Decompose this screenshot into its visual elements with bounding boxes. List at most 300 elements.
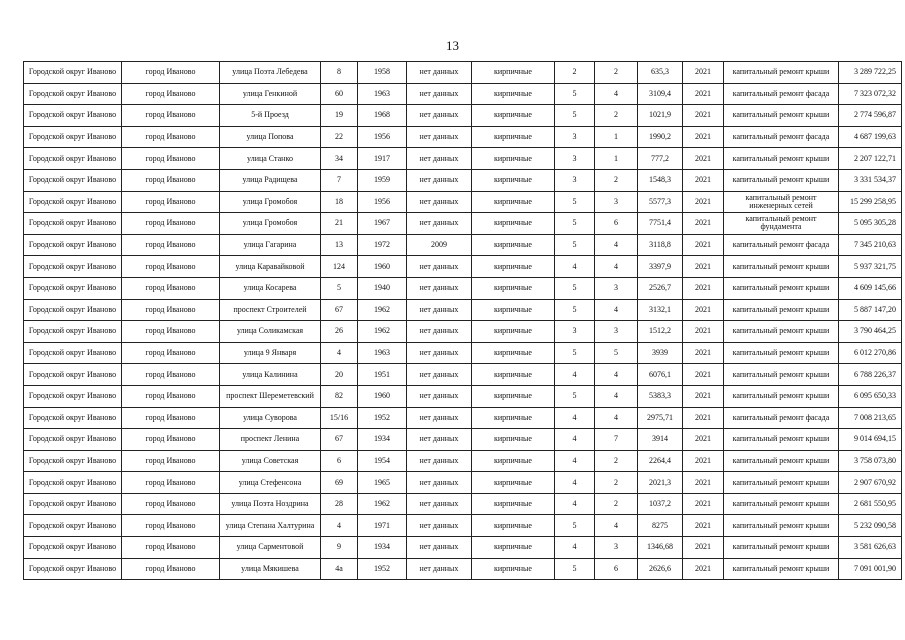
cell-municipality: Городской округ Иваново	[24, 62, 122, 84]
cell-year-built: 1965	[358, 472, 407, 494]
cell-year-built: 1934	[358, 537, 407, 559]
cell-wall-material: кирпичные	[472, 191, 555, 213]
cell-municipality: Городской округ Иваново	[24, 213, 122, 235]
cell-repair-cost: 15 299 258,95	[839, 191, 902, 213]
cell-entrances: 4	[595, 83, 638, 105]
cell-year-overhaul: нет данных	[407, 493, 472, 515]
cell-area: 1548,3	[638, 169, 683, 191]
cell-repair-cost: 2 774 596,87	[839, 105, 902, 127]
cell-year-built: 1952	[358, 558, 407, 580]
cell-repair-type: капитальный ремонт крыши	[724, 342, 839, 364]
cell-entrances: 6	[595, 213, 638, 235]
table-row	[24, 83, 902, 105]
cell-repair-cost: 3 758 073,80	[839, 450, 902, 472]
cell-repair-type: капитальный ремонт фундамента	[724, 213, 839, 235]
cell-floors: 5	[555, 234, 595, 256]
cell-year-overhaul: нет данных	[407, 558, 472, 580]
cell-repair-year: 2021	[683, 472, 724, 494]
cell-repair-cost: 6 788 226,37	[839, 364, 902, 386]
table-row	[24, 493, 902, 515]
cell-repair-year: 2021	[683, 537, 724, 559]
cell-area: 3939	[638, 342, 683, 364]
cell-entrances: 3	[595, 191, 638, 213]
cell-floors: 5	[555, 105, 595, 127]
cell-floors: 4	[555, 256, 595, 278]
cell-year-built: 1958	[358, 62, 407, 84]
cell-house-number: 19	[321, 105, 358, 127]
cell-repair-year: 2021	[683, 277, 724, 299]
cell-area: 6076,1	[638, 364, 683, 386]
cell-house-number: 4	[321, 342, 358, 364]
cell-area: 8275	[638, 515, 683, 537]
cell-wall-material: кирпичные	[472, 213, 555, 235]
cell-repair-type: капитальный ремонт крыши	[724, 256, 839, 278]
cell-year-built: 1960	[358, 385, 407, 407]
cell-floors: 4	[555, 429, 595, 451]
cell-municipality: Городской округ Иваново	[24, 429, 122, 451]
cell-street: улица Громобоя	[220, 191, 321, 213]
cell-house-number: 124	[321, 256, 358, 278]
cell-floors: 5	[555, 342, 595, 364]
cell-street: улица Гагарина	[220, 234, 321, 256]
cell-repair-year: 2021	[683, 83, 724, 105]
cell-year-built: 1956	[358, 191, 407, 213]
cell-year-built: 1952	[358, 407, 407, 429]
cell-repair-cost: 5 937 321,75	[839, 256, 902, 278]
cell-settlement: город Иваново	[122, 407, 220, 429]
cell-settlement: город Иваново	[122, 558, 220, 580]
cell-repair-cost: 9 014 694,15	[839, 429, 902, 451]
cell-repair-cost: 5 887 147,20	[839, 299, 902, 321]
cell-year-overhaul: нет данных	[407, 62, 472, 84]
cell-street: улица Соликамская	[220, 321, 321, 343]
cell-floors: 5	[555, 277, 595, 299]
cell-settlement: город Иваново	[122, 105, 220, 127]
cell-repair-year: 2021	[683, 342, 724, 364]
cell-wall-material: кирпичные	[472, 277, 555, 299]
table-row	[24, 277, 902, 299]
cell-repair-year: 2021	[683, 148, 724, 170]
cell-repair-type: капитальный ремонт крыши	[724, 277, 839, 299]
table-row	[24, 191, 902, 213]
cell-area: 3397,9	[638, 256, 683, 278]
cell-house-number: 7	[321, 169, 358, 191]
cell-area: 2264,4	[638, 450, 683, 472]
cell-repair-cost: 2 681 550,95	[839, 493, 902, 515]
cell-municipality: Городской округ Иваново	[24, 364, 122, 386]
cell-year-overhaul: нет данных	[407, 105, 472, 127]
cell-wall-material: кирпичные	[472, 148, 555, 170]
cell-settlement: город Иваново	[122, 450, 220, 472]
cell-wall-material: кирпичные	[472, 558, 555, 580]
cell-street: улица Косарева	[220, 277, 321, 299]
cell-repair-year: 2021	[683, 558, 724, 580]
cell-street: проспект Шереметевский	[220, 385, 321, 407]
cell-municipality: Городской округ Иваново	[24, 493, 122, 515]
table-row	[24, 169, 902, 191]
cell-entrances: 4	[595, 364, 638, 386]
cell-entrances: 3	[595, 277, 638, 299]
cell-year-built: 1956	[358, 126, 407, 148]
cell-repair-year: 2021	[683, 234, 724, 256]
cell-floors: 5	[555, 299, 595, 321]
cell-repair-type: капитальный ремонт крыши	[724, 493, 839, 515]
cell-year-overhaul: нет данных	[407, 256, 472, 278]
cell-repair-cost: 5 095 305,28	[839, 213, 902, 235]
cell-floors: 3	[555, 126, 595, 148]
cell-year-built: 1940	[358, 277, 407, 299]
cell-floors: 3	[555, 321, 595, 343]
cell-year-overhaul: нет данных	[407, 277, 472, 299]
cell-house-number: 67	[321, 429, 358, 451]
cell-floors: 4	[555, 472, 595, 494]
cell-wall-material: кирпичные	[472, 169, 555, 191]
cell-municipality: Городской округ Иваново	[24, 105, 122, 127]
cell-floors: 3	[555, 169, 595, 191]
cell-street: улица Мякишева	[220, 558, 321, 580]
cell-street: 5-й Проезд	[220, 105, 321, 127]
cell-municipality: Городской округ Иваново	[24, 472, 122, 494]
cell-street: улица Каравайковой	[220, 256, 321, 278]
cell-house-number: 26	[321, 321, 358, 343]
cell-settlement: город Иваново	[122, 213, 220, 235]
cell-municipality: Городской округ Иваново	[24, 299, 122, 321]
cell-repair-year: 2021	[683, 126, 724, 148]
cell-repair-type: капитальный ремонт крыши	[724, 472, 839, 494]
cell-wall-material: кирпичные	[472, 450, 555, 472]
cell-repair-type: капитальный ремонт крыши	[724, 450, 839, 472]
table-row	[24, 234, 902, 256]
cell-year-overhaul: нет данных	[407, 515, 472, 537]
cell-house-number: 28	[321, 493, 358, 515]
cell-house-number: 69	[321, 472, 358, 494]
cell-street: улица Степана Халтурина	[220, 515, 321, 537]
cell-settlement: город Иваново	[122, 364, 220, 386]
cell-settlement: город Иваново	[122, 148, 220, 170]
cell-year-built: 1951	[358, 364, 407, 386]
table-row	[24, 62, 902, 84]
cell-entrances: 7	[595, 429, 638, 451]
cell-repair-year: 2021	[683, 105, 724, 127]
cell-repair-year: 2021	[683, 364, 724, 386]
cell-floors: 4	[555, 493, 595, 515]
cell-area: 1512,2	[638, 321, 683, 343]
cell-wall-material: кирпичные	[472, 515, 555, 537]
cell-year-overhaul: нет данных	[407, 83, 472, 105]
cell-house-number: 5	[321, 277, 358, 299]
cell-repair-year: 2021	[683, 429, 724, 451]
cell-entrances: 1	[595, 148, 638, 170]
cell-year-built: 1917	[358, 148, 407, 170]
cell-municipality: Городской округ Иваново	[24, 321, 122, 343]
cell-repair-cost: 6 012 270,86	[839, 342, 902, 364]
cell-house-number: 20	[321, 364, 358, 386]
table-row	[24, 105, 902, 127]
cell-street: улица Поэта Лебедева	[220, 62, 321, 84]
cell-year-built: 1972	[358, 234, 407, 256]
cell-house-number: 18	[321, 191, 358, 213]
cell-area: 3118,8	[638, 234, 683, 256]
cell-wall-material: кирпичные	[472, 364, 555, 386]
cell-settlement: город Иваново	[122, 342, 220, 364]
cell-repair-cost: 7 008 213,65	[839, 407, 902, 429]
cell-settlement: город Иваново	[122, 299, 220, 321]
cell-year-overhaul: нет данных	[407, 472, 472, 494]
cell-settlement: город Иваново	[122, 169, 220, 191]
table-row	[24, 472, 902, 494]
table-row	[24, 148, 902, 170]
cell-year-overhaul: нет данных	[407, 213, 472, 235]
cell-repair-type: капитальный ремонт крыши	[724, 364, 839, 386]
cell-street: улица Сарментовой	[220, 537, 321, 559]
cell-year-built: 1934	[358, 429, 407, 451]
cell-wall-material: кирпичные	[472, 234, 555, 256]
cell-street: улица Советская	[220, 450, 321, 472]
cell-wall-material: кирпичные	[472, 342, 555, 364]
cell-repair-cost: 4 687 199,63	[839, 126, 902, 148]
cell-repair-type: капитальный ремонт крыши	[724, 515, 839, 537]
cell-municipality: Городской округ Иваново	[24, 515, 122, 537]
cell-municipality: Городской округ Иваново	[24, 83, 122, 105]
cell-floors: 5	[555, 83, 595, 105]
cell-house-number: 9	[321, 537, 358, 559]
cell-street: улица Станко	[220, 148, 321, 170]
cell-year-overhaul: нет данных	[407, 537, 472, 559]
cell-area: 777,2	[638, 148, 683, 170]
cell-repair-type: капитальный ремонт крыши	[724, 558, 839, 580]
cell-repair-type: капитальный ремонт крыши	[724, 321, 839, 343]
cell-year-overhaul: нет данных	[407, 169, 472, 191]
cell-entrances: 5	[595, 342, 638, 364]
cell-year-overhaul: нет данных	[407, 342, 472, 364]
cell-repair-year: 2021	[683, 256, 724, 278]
cell-area: 2526,7	[638, 277, 683, 299]
table-row	[24, 450, 902, 472]
cell-street: улица Радищева	[220, 169, 321, 191]
cell-year-overhaul: 2009	[407, 234, 472, 256]
cell-year-overhaul: нет данных	[407, 148, 472, 170]
cell-year-built: 1960	[358, 256, 407, 278]
cell-repair-type: капитальный ремонт фасада	[724, 126, 839, 148]
page-number: 13	[446, 38, 459, 53]
cell-year-overhaul: нет данных	[407, 364, 472, 386]
cell-settlement: город Иваново	[122, 493, 220, 515]
cell-municipality: Городской округ Иваново	[24, 450, 122, 472]
cell-repair-cost: 6 095 650,33	[839, 385, 902, 407]
cell-repair-cost: 3 790 464,25	[839, 321, 902, 343]
cell-area: 3914	[638, 429, 683, 451]
cell-floors: 2	[555, 62, 595, 84]
cell-repair-year: 2021	[683, 321, 724, 343]
cell-repair-year: 2021	[683, 191, 724, 213]
cell-repair-type: капитальный ремонт фасада	[724, 407, 839, 429]
cell-entrances: 3	[595, 537, 638, 559]
cell-entrances: 4	[595, 234, 638, 256]
table-row	[24, 299, 902, 321]
cell-floors: 3	[555, 148, 595, 170]
cell-street: улица Стефенсона	[220, 472, 321, 494]
cell-repair-cost: 7 091 001,90	[839, 558, 902, 580]
cell-settlement: город Иваново	[122, 385, 220, 407]
cell-house-number: 82	[321, 385, 358, 407]
cell-area: 2975,71	[638, 407, 683, 429]
cell-entrances: 2	[595, 472, 638, 494]
cell-entrances: 4	[595, 407, 638, 429]
cell-floors: 5	[555, 213, 595, 235]
cell-year-built: 1963	[358, 83, 407, 105]
cell-house-number: 6	[321, 450, 358, 472]
cell-settlement: город Иваново	[122, 83, 220, 105]
cell-year-overhaul: нет данных	[407, 407, 472, 429]
cell-year-built: 1962	[358, 493, 407, 515]
cell-floors: 5	[555, 558, 595, 580]
cell-repair-year: 2021	[683, 385, 724, 407]
cell-entrances: 4	[595, 515, 638, 537]
cell-repair-type: капитальный ремонт крыши	[724, 62, 839, 84]
cell-year-built: 1963	[358, 342, 407, 364]
cell-area: 3132,1	[638, 299, 683, 321]
cell-municipality: Городской округ Иваново	[24, 256, 122, 278]
cell-street: проспект Ленина	[220, 429, 321, 451]
cell-repair-cost: 7 345 210,63	[839, 234, 902, 256]
cell-repair-type: капитальный ремонт крыши	[724, 385, 839, 407]
cell-repair-type: капитальный ремонт крыши	[724, 429, 839, 451]
cell-wall-material: кирпичные	[472, 429, 555, 451]
cell-entrances: 2	[595, 169, 638, 191]
cell-repair-type: капитальный ремонт фасада	[724, 234, 839, 256]
cell-house-number: 34	[321, 148, 358, 170]
cell-settlement: город Иваново	[122, 256, 220, 278]
cell-repair-type: капитальный ремонт крыши	[724, 299, 839, 321]
cell-entrances: 4	[595, 385, 638, 407]
cell-repair-cost: 3 289 722,25	[839, 62, 902, 84]
cell-repair-type: капитальный ремонт крыши	[724, 169, 839, 191]
table-row	[24, 321, 902, 343]
cell-floors: 5	[555, 191, 595, 213]
cell-repair-cost: 5 232 090,58	[839, 515, 902, 537]
cell-street: улица Громобоя	[220, 213, 321, 235]
cell-repair-year: 2021	[683, 299, 724, 321]
cell-area: 2626,6	[638, 558, 683, 580]
cell-year-overhaul: нет данных	[407, 191, 472, 213]
cell-entrances: 2	[595, 62, 638, 84]
cell-year-overhaul: нет данных	[407, 450, 472, 472]
cell-wall-material: кирпичные	[472, 126, 555, 148]
cell-settlement: город Иваново	[122, 429, 220, 451]
cell-floors: 4	[555, 537, 595, 559]
cell-repair-cost: 7 323 072,32	[839, 83, 902, 105]
table-row	[24, 407, 902, 429]
cell-repair-cost: 2 907 670,92	[839, 472, 902, 494]
cell-repair-year: 2021	[683, 515, 724, 537]
cell-entrances: 2	[595, 105, 638, 127]
cell-street: улица 9 Января	[220, 342, 321, 364]
cell-repair-type: капитальный ремонт инженерных сетей	[724, 191, 839, 213]
cell-repair-type: капитальный ремонт крыши	[724, 148, 839, 170]
cell-repair-type: капитальный ремонт фасада	[724, 83, 839, 105]
cell-settlement: город Иваново	[122, 472, 220, 494]
cell-municipality: Городской округ Иваново	[24, 537, 122, 559]
table-row	[24, 213, 902, 235]
cell-wall-material: кирпичные	[472, 321, 555, 343]
cell-municipality: Городской округ Иваново	[24, 148, 122, 170]
cell-year-overhaul: нет данных	[407, 385, 472, 407]
cell-municipality: Городской округ Иваново	[24, 558, 122, 580]
cell-street: улица Попова	[220, 126, 321, 148]
cell-settlement: город Иваново	[122, 321, 220, 343]
cell-municipality: Городской округ Иваново	[24, 191, 122, 213]
cell-repair-cost: 3 331 534,37	[839, 169, 902, 191]
cell-year-built: 1968	[358, 105, 407, 127]
cell-area: 7751,4	[638, 213, 683, 235]
cell-floors: 4	[555, 407, 595, 429]
cell-settlement: город Иваново	[122, 234, 220, 256]
cell-year-built: 1962	[358, 299, 407, 321]
cell-repair-year: 2021	[683, 407, 724, 429]
cell-house-number: 22	[321, 126, 358, 148]
cell-repair-type: капитальный ремонт крыши	[724, 105, 839, 127]
cell-entrances: 1	[595, 126, 638, 148]
cell-year-built: 1967	[358, 213, 407, 235]
cell-area: 1990,2	[638, 126, 683, 148]
cell-municipality: Городской округ Иваново	[24, 169, 122, 191]
housing-repair-table	[23, 61, 902, 580]
cell-settlement: город Иваново	[122, 126, 220, 148]
cell-settlement: город Иваново	[122, 62, 220, 84]
cell-street: улица Суворова	[220, 407, 321, 429]
table-row	[24, 126, 902, 148]
cell-year-built: 1962	[358, 321, 407, 343]
cell-settlement: город Иваново	[122, 277, 220, 299]
cell-wall-material: кирпичные	[472, 256, 555, 278]
cell-settlement: город Иваново	[122, 191, 220, 213]
cell-floors: 4	[555, 364, 595, 386]
cell-street: улица Калинина	[220, 364, 321, 386]
cell-repair-year: 2021	[683, 169, 724, 191]
table-row	[24, 429, 902, 451]
cell-settlement: город Иваново	[122, 515, 220, 537]
cell-repair-type: капитальный ремонт крыши	[724, 537, 839, 559]
cell-floors: 5	[555, 515, 595, 537]
cell-house-number: 13	[321, 234, 358, 256]
cell-entrances: 3	[595, 321, 638, 343]
cell-municipality: Городской округ Иваново	[24, 385, 122, 407]
table-row	[24, 515, 902, 537]
cell-repair-year: 2021	[683, 493, 724, 515]
table-row	[24, 558, 902, 580]
cell-street: проспект Строителей	[220, 299, 321, 321]
cell-repair-year: 2021	[683, 62, 724, 84]
cell-entrances: 4	[595, 299, 638, 321]
cell-municipality: Городской округ Иваново	[24, 126, 122, 148]
cell-municipality: Городской округ Иваново	[24, 407, 122, 429]
cell-year-built: 1959	[358, 169, 407, 191]
cell-year-overhaul: нет данных	[407, 321, 472, 343]
cell-municipality: Городской округ Иваново	[24, 234, 122, 256]
cell-repair-year: 2021	[683, 213, 724, 235]
cell-wall-material: кирпичные	[472, 62, 555, 84]
cell-entrances: 4	[595, 256, 638, 278]
cell-street: улица Поэта Ноздрина	[220, 493, 321, 515]
cell-wall-material: кирпичные	[472, 472, 555, 494]
table-row	[24, 385, 902, 407]
cell-municipality: Городской округ Иваново	[24, 277, 122, 299]
table-body	[24, 62, 902, 580]
cell-year-overhaul: нет данных	[407, 299, 472, 321]
cell-entrances: 2	[595, 493, 638, 515]
cell-repair-cost: 3 581 626,63	[839, 537, 902, 559]
cell-municipality: Городской округ Иваново	[24, 342, 122, 364]
